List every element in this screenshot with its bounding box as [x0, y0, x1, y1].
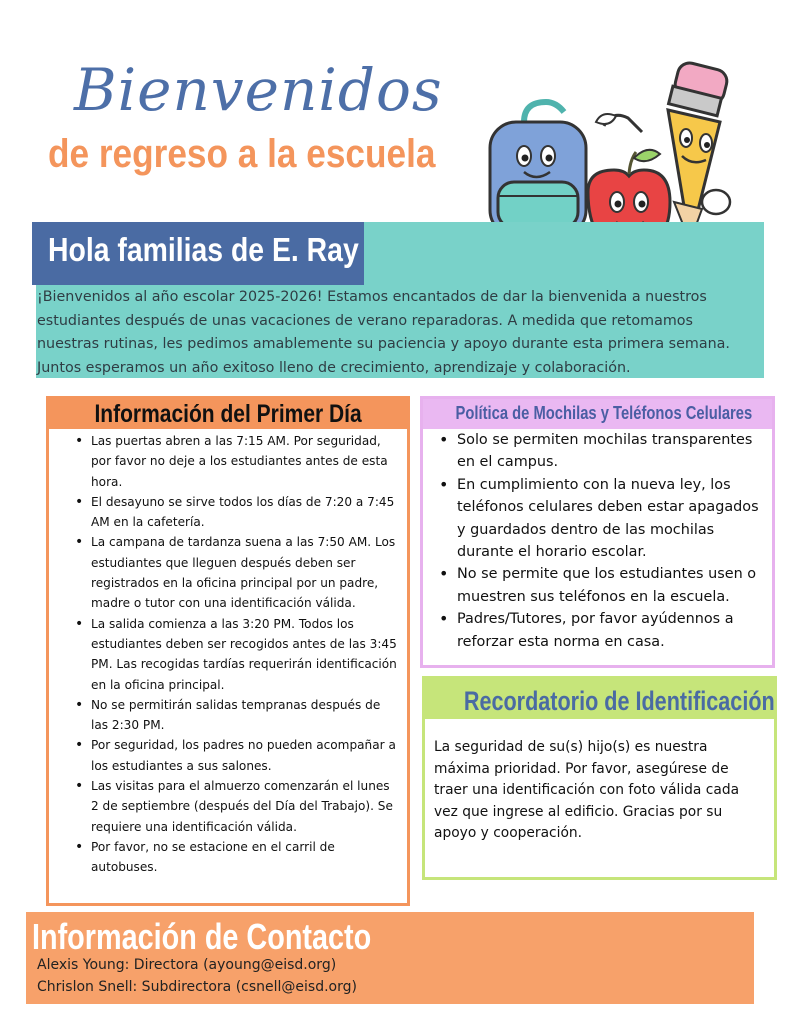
first-day-list	[49, 429, 407, 878]
backpack-policy-box	[420, 396, 775, 668]
contact-title: Información de Contacto	[32, 916, 372, 957]
list-item: • Por favor, no se estacione en el carril de autobuses.	[73, 837, 397, 878]
id-reminder-box	[422, 676, 777, 880]
backpack-icon	[490, 102, 586, 236]
first-day-title: Información del Primer Día	[94, 400, 362, 428]
contact-header	[32, 916, 456, 958]
contact-principal: Alexis Young: Directora (ayoung@eisd.org)	[37, 957, 337, 973]
title-bienvenidos: Bienvenidos	[74, 56, 443, 124]
list-item: • Las puertas abren a las 7:15 AM. Por seguridad, por favor no deje a los estudiantes antes de esta hora.	[73, 431, 397, 492]
id-reminder-header	[425, 679, 774, 719]
list-item: • En cumplimiento con la nueva ley, los teléfonos celulares deben estar apagados y guardados dentro de las mochilas durante el horario escolar.	[439, 474, 762, 564]
id-reminder-text: La seguridad de su(s) hijo(s) es nuestra máxima prioridad. Por favor, asegúrese de traer una identificación con foto válida cada vez que ingrese al edificio. Gracias por su apoyo y cooperación.	[434, 739, 740, 841]
backpack-policy-list	[423, 429, 772, 653]
backpack-policy-header	[423, 399, 772, 429]
list-item: • El desayuno se sirve todos los días de 7:20 a 7:45 AM en la cafetería.	[73, 492, 397, 533]
list-item: • Padres/Tutores, por favor ayúdennos a reforzar esta norma en casa.	[439, 608, 762, 653]
list-item: • No se permitirán salidas tempranas después de las 2:30 PM.	[73, 695, 397, 736]
list-item: • La salida comienza a las 3:20 PM. Todos los estudiantes deben ser recogidos antes de las 3:45 PM. Las recogidas tardías requerirán identificación en la oficina principal.	[73, 614, 397, 695]
backpack-policy-title: Política de Mochilas y Teléfonos Celulares	[455, 403, 753, 423]
contact-assistant-principal: Chrislon Snell: Subdirectora (csnell@eisd.org)	[37, 979, 357, 995]
id-reminder-title: Recordatorio de Identificación	[463, 686, 775, 716]
contact-info-box	[26, 912, 754, 1004]
welcome-paragraph: ¡Bienvenidos al año escolar 2025-2026! Estamos encantados de dar la bienvenida a nuestros estudiantes después de unas vacaciones de verano reparadoras. A medida que retomamos nuestras rutinas, les pedimos amablemente su paciencia y apoyo durante esta primera semana. Juntos esperamos un año exitoso lleno de crecimiento, aprendizaje y colaboración.	[37, 289, 730, 376]
first-day-info-box	[46, 396, 410, 906]
list-item: • No se permite que los estudiantes usen o muestren sus teléfonos en la escuela.	[439, 563, 762, 608]
greeting-text: Hola familias de E. Ray	[48, 231, 359, 268]
first-day-header	[49, 399, 407, 429]
list-item: • Solo se permiten mochilas transparentes en el campus.	[439, 429, 762, 474]
greeting-banner	[32, 222, 364, 285]
list-item: • Por seguridad, los padres no pueden acompañar a los estudiantes a sus salones.	[73, 735, 397, 776]
list-item: • La campana de tardanza suena a las 7:50 AM. Los estudiantes que lleguen después deben ser registrados en la oficina principal por un padre, madre o tutor con una identificación válida.	[73, 532, 397, 613]
subtitle: de regreso a la escuela	[48, 132, 436, 176]
list-item: • Las visitas para el almuerzo comenzarán el lunes 2 de septiembre (después del Día del Trabajo). Se requiere una identificación válida.	[73, 776, 397, 837]
